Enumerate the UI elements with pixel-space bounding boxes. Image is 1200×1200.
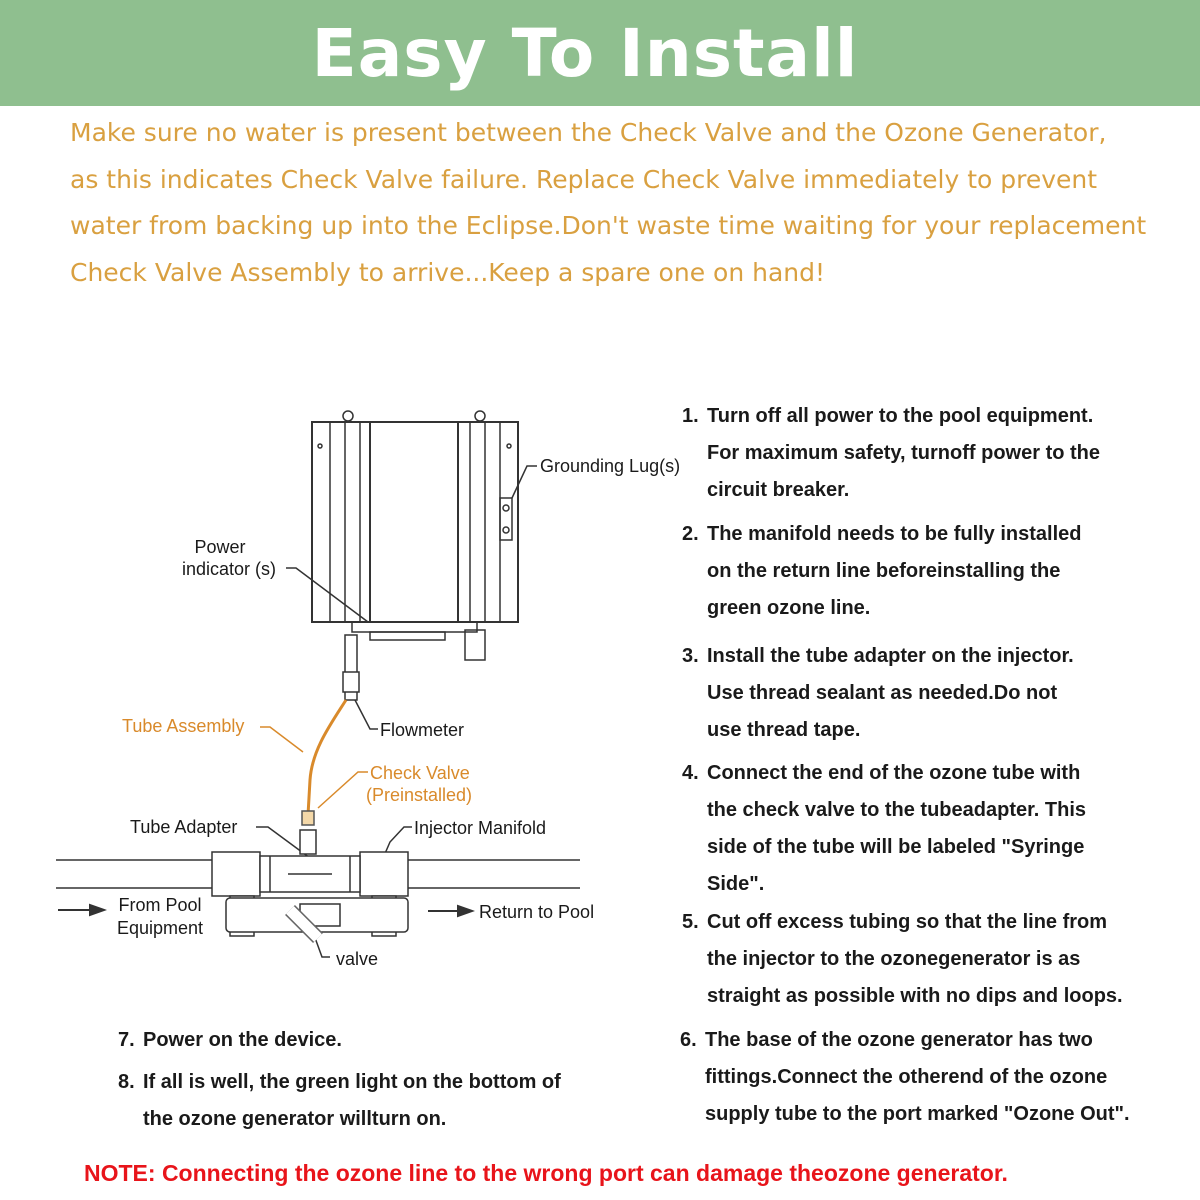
intro-paragraph [70,110,1180,296]
step-text: Use thread sealant as needed.Do not [707,682,1058,704]
step-number: 4. [682,762,699,784]
label-tube-adapter: Tube Adapter [130,817,238,837]
step-text: Turn off all power to the pool equipment. [707,405,1094,427]
label-from-pool: From Pool [118,895,202,915]
tube-adapter [300,830,316,854]
step-text: green ozone line. [707,597,871,619]
warning-note: NOTE: Connecting the ozone line to the wrong port can damage theozone generator. [84,1160,1008,1186]
step-text: circuit breaker. [707,479,850,501]
step-2 [682,516,1082,627]
step-text: The base of the ozone generator has two [705,1029,1093,1051]
step-7 [118,1022,342,1059]
intro-line: Check Valve Assembly to arrive...Keep a spare one on hand! [70,257,826,287]
label-grounding-lug: Grounding Lug(s) [540,456,681,476]
ozone-generator [312,422,518,622]
step-number: 7. [118,1029,135,1051]
step-text: Cut off excess tubing so that the line from [707,911,1108,933]
label-injector-manifold: Injector Manifold [414,818,547,838]
step-4 [682,755,1086,903]
step-text: straight as possible with no dips and loops. [707,985,1123,1007]
label-power-indicator: Power [194,537,246,557]
label-flowmeter: Flowmeter [380,720,465,740]
step-text: Install the tube adapter on the injector. [707,645,1074,667]
step-number: 3. [682,645,699,667]
step-5 [682,904,1123,1015]
step-text: on the return line beforeinstalling the [707,560,1061,582]
label-check-valve: Check Valve [370,763,470,783]
step-number: 2. [682,523,699,545]
step-text: If all is well, the green light on the bottom of [143,1071,561,1093]
step-8 [118,1064,561,1138]
step-text: use thread tape. [707,719,861,741]
step-text: The manifold needs to be fully installed [707,523,1082,545]
header-banner [0,0,1200,106]
label-return-to-pool: Return to Pool [479,902,595,922]
step-3 [682,638,1074,749]
step-text: the injector to the ozonegenerator is as [707,948,1081,970]
label-valve: valve [336,949,379,969]
installation-diagram [0,390,681,990]
step-text: Side". [707,873,765,895]
intro-line: water from backing up into the Eclipse.Don't waste time waiting for your replacement [70,211,1147,240]
step-number: 8. [118,1071,135,1093]
check-valve [302,811,314,825]
step-text: Power on the device. [143,1029,342,1051]
step-text: supply tube to the port marked "Ozone Out". [705,1103,1130,1125]
step-text: fittings.Connect the otherend of the ozone [705,1066,1108,1088]
label-from-pool: Equipment [116,918,204,938]
step-1 [682,398,1100,509]
step-number: 5. [682,911,699,933]
step-number: 1. [682,405,699,427]
step-text: side of the tube will be labeled "Syringe [707,836,1085,858]
label-power-indicator: indicator (s) [181,559,277,579]
step-6 [680,1022,1130,1133]
tube-assembly [308,700,346,815]
label-tube-assembly: Tube Assembly [122,716,245,736]
label-check-valve: (Preinstalled) [366,785,473,805]
step-number: 6. [680,1029,697,1051]
step-text: For maximum safety, turnoff power to the [707,442,1100,464]
page-title: Easy To Install [311,15,859,92]
step-text: the check valve to the tubeadapter. This [707,799,1087,821]
intro-line: as this indicates Check Valve failure. Replace Check Valve immediately to prevent [70,164,1098,194]
step-text: the ozone generator willturn on. [143,1108,447,1130]
intro-line: Make sure no water is present between the Check Valve and the Ozone Generator, [70,118,1107,147]
step-text: Connect the end of the ozone tube with [707,762,1081,784]
